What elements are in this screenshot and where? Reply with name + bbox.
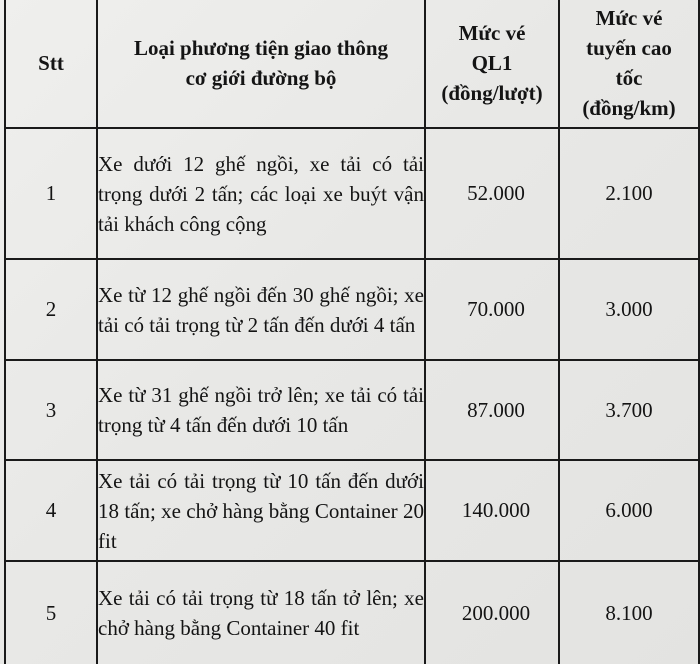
table-row <box>5 128 699 259</box>
row-highway-fee: 8.100 <box>559 561 699 664</box>
header-vehicle-type-line-2: cơ giới đường bộ <box>185 66 337 90</box>
row-ql1-fee: 87.000 <box>425 360 559 460</box>
row-ql1-fee: 200.000 <box>425 561 559 664</box>
row-stt: 3 <box>5 360 97 460</box>
header-vehicle-type-line-1: Loại phương tiện giao thông <box>133 36 389 60</box>
row-stt: 1 <box>5 128 97 259</box>
table-row <box>5 561 699 664</box>
header-highway-line-3: tốc <box>615 66 643 90</box>
table-row <box>5 259 699 360</box>
row-vehicle-type: Xe từ 12 ghế ngồi đến 30 ghế ngồi; xe tải có tải trọng từ 2 tấn đến dưới 4 tấn <box>97 259 425 360</box>
row-highway-fee: 2.100 <box>559 128 699 259</box>
row-ql1-fee: 52.000 <box>425 128 559 259</box>
header-stt <box>5 0 97 128</box>
row-vehicle-type: Xe tải có tải trọng từ 10 tấn đến dưới 18 tấn; xe chở hàng bằng Container 20 fit <box>97 460 425 561</box>
row-stt: 5 <box>5 561 97 664</box>
row-vehicle-type: Xe tải có tải trọng từ 18 tấn tở lên; xe chở hàng bằng Container 40 fit <box>97 561 425 664</box>
row-ql1-fee: 70.000 <box>425 259 559 360</box>
row-highway-fee: 6.000 <box>559 460 699 561</box>
table-row <box>5 360 699 460</box>
row-highway-fee: 3.000 <box>559 259 699 360</box>
table-row <box>5 460 699 561</box>
header-ql1-line-3: (đồng/lượt) <box>441 81 543 105</box>
table-header-row <box>5 0 699 128</box>
row-vehicle-type: Xe dưới 12 ghế ngồi, xe tải có tải trọng dưới 2 tấn; các loại xe buýt vận tải khách công cộng <box>97 128 425 259</box>
header-vehicle-type <box>97 0 425 128</box>
row-highway-fee: 3.700 <box>559 360 699 460</box>
header-stt-text: Stt <box>38 51 64 75</box>
header-highway-fee <box>559 0 699 128</box>
header-highway-line-2: tuyến cao <box>586 36 672 60</box>
row-stt: 2 <box>5 259 97 360</box>
toll-fee-table <box>4 0 700 664</box>
header-ql1-line-2: QL1 <box>471 51 513 75</box>
header-highway-line-4: (đồng/km) <box>582 96 676 120</box>
row-ql1-fee: 140.000 <box>425 460 559 561</box>
header-highway-line-1: Mức vé <box>595 6 663 30</box>
row-vehicle-type: Xe từ 31 ghế ngồi trở lên; xe tải có tải trọng từ 4 tấn đến dưới 10 tấn <box>97 360 425 460</box>
row-stt: 4 <box>5 460 97 561</box>
header-ql1-line-1: Mức vé <box>458 21 526 45</box>
header-ql1-fee <box>425 0 559 128</box>
